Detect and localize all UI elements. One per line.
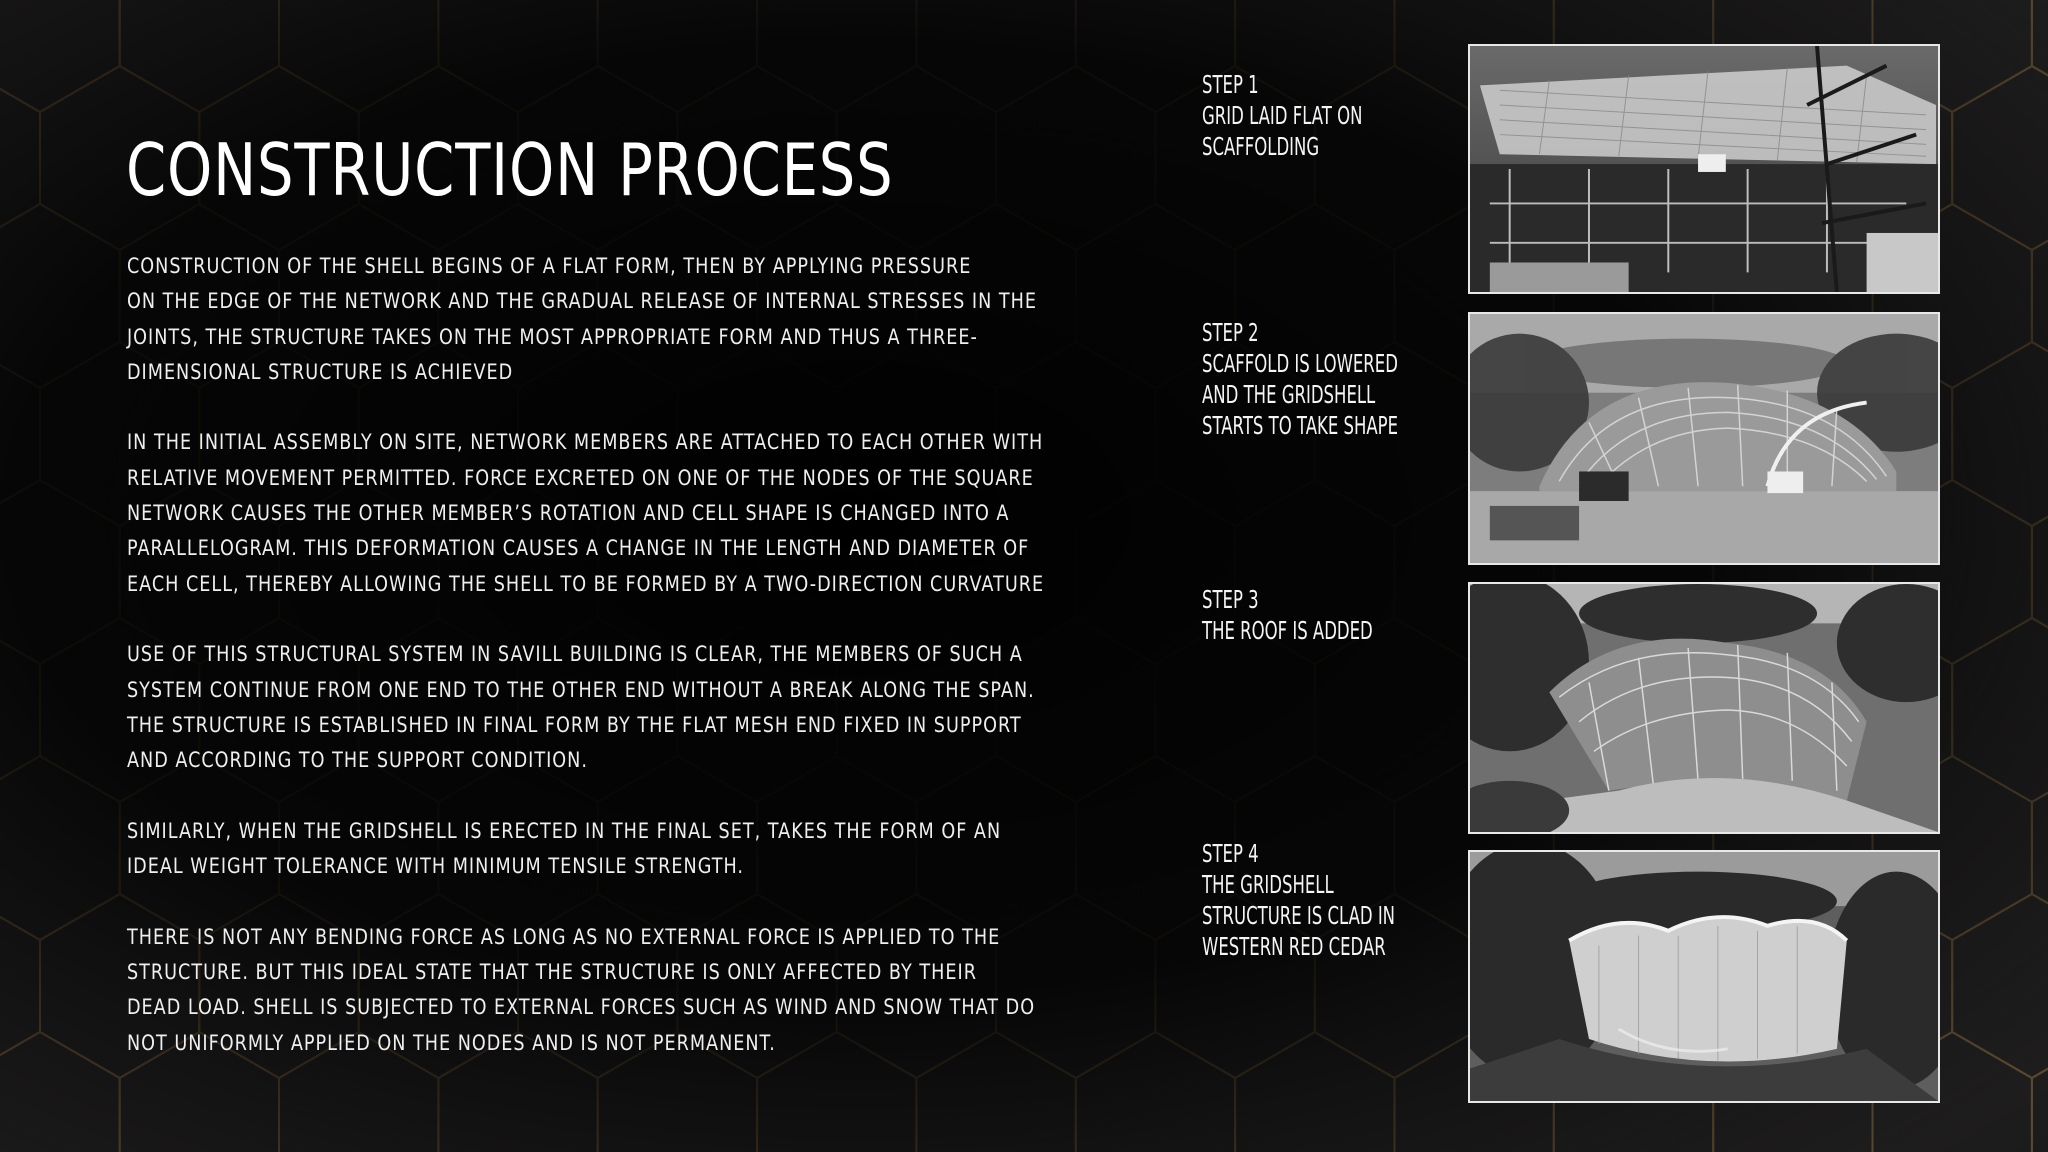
step-1-text: GRID LAID FLAT ON [1202, 101, 1363, 130]
step-4-caption [1202, 838, 1442, 962]
step-4-text: THE GRIDSHELL [1202, 870, 1334, 899]
paragraph-4 [127, 814, 1087, 885]
step-2-text: STARTS TO TAKE SHAPE [1202, 411, 1399, 440]
page-title: CONSTRUCTION PROCESS [126, 128, 894, 212]
text-line: SIMILARLY, WHEN THE GRIDSHELL IS ERECTED IN THE FINAL SET, TAKES THE FORM OF AN [127, 818, 1002, 844]
step-2-caption [1202, 317, 1442, 441]
step-1-photo [1468, 44, 1940, 294]
step-3-text: THE ROOF IS ADDED [1202, 616, 1373, 645]
step-1-caption [1202, 69, 1442, 162]
step-4-text: WESTERN RED CEDAR [1202, 932, 1386, 961]
paragraph-5 [127, 920, 1087, 1061]
body-text [127, 249, 1087, 1096]
text-line: IN THE INITIAL ASSEMBLY ON SITE, NETWORK MEMBERS ARE ATTACHED TO EACH OTHER WITH [127, 430, 1044, 456]
step-3-photo [1468, 582, 1940, 834]
text-line: NETWORK CAUSES THE OTHER MEMBER’S ROTATION AND CELL SHAPE IS CHANGED INTO A [127, 501, 1010, 527]
text-line: DEAD LOAD. SHELL IS SUBJECTED TO EXTERNAL FORCES SUCH AS WIND AND SNOW THAT DO [127, 995, 1036, 1021]
text-line: THERE IS NOT ANY BENDING FORCE AS LONG AS NO EXTERNAL FORCE IS APPLIED TO THE [127, 924, 1001, 950]
text-line: THE STRUCTURE IS ESTABLISHED IN FINAL FORM BY THE FLAT MESH END FIXED IN SUPPORT [127, 712, 1022, 738]
step-2-photo [1468, 312, 1940, 565]
text-line: CONSTRUCTION OF THE SHELL BEGINS OF A FLAT FORM, THEN BY APPLYING PRESSURE [127, 254, 972, 279]
text-line: NOT UNIFORMLY APPLIED ON THE NODES AND IS NOT PERMANENT. [127, 1030, 776, 1056]
text-line: AND ACCORDING TO THE SUPPORT CONDITION. [127, 748, 588, 774]
step-1-text: SCAFFOLDING [1202, 132, 1320, 161]
step-4-heading: STEP 4 [1202, 839, 1259, 868]
paragraph-2 [127, 425, 1087, 601]
text-line: DIMENSIONAL STRUCTURE IS ACHIEVED [127, 359, 514, 385]
step-3-heading: STEP 3 [1202, 585, 1259, 614]
text-line: STRUCTURE. BUT THIS IDEAL STATE THAT THE STRUCTURE IS ONLY AFFECTED BY THEIR [127, 959, 977, 985]
step-1-heading: STEP 1 [1202, 70, 1259, 99]
text-line: IDEAL WEIGHT TOLERANCE WITH MINIMUM TENSILE STRENGTH. [127, 854, 744, 880]
paragraph-3 [127, 637, 1087, 778]
step-4-text: STRUCTURE IS CLAD IN [1202, 901, 1396, 930]
step-2-text: SCAFFOLD IS LOWERED [1202, 349, 1398, 378]
text-line: SYSTEM CONTINUE FROM ONE END TO THE OTHER END WITHOUT A BREAK ALONG THE SPAN. [127, 677, 1035, 703]
text-line: JOINTS, THE STRUCTURE TAKES ON THE MOST APPROPRIATE FORM AND THUS A THREE- [127, 324, 978, 350]
text-line: USE OF THIS STRUCTURAL SYSTEM IN SAVILL BUILDING IS CLEAR, THE MEMBERS OF SUCH A [127, 642, 1023, 668]
step-2-heading: STEP 2 [1202, 318, 1259, 347]
step-2-text: AND THE GRIDSHELL [1202, 380, 1376, 409]
text-line: RELATIVE MOVEMENT PERMITTED. FORCE EXCRETED ON ONE OF THE NODES OF THE SQUARE [127, 465, 1034, 491]
text-line: ON THE EDGE OF THE NETWORK AND THE GRADUAL RELEASE OF INTERNAL STRESSES IN THE [127, 289, 1037, 315]
step-4-photo [1468, 850, 1940, 1103]
paragraph-1 [127, 249, 1087, 390]
step-3-caption [1202, 584, 1442, 646]
text-line: PARALLELOGRAM. THIS DEFORMATION CAUSES A CHANGE IN THE LENGTH AND DIAMETER OF [127, 536, 1030, 562]
text-line: EACH CELL, THEREBY ALLOWING THE SHELL TO BE FORMED BY A TWO-DIRECTION CURVATURE [127, 571, 1045, 597]
